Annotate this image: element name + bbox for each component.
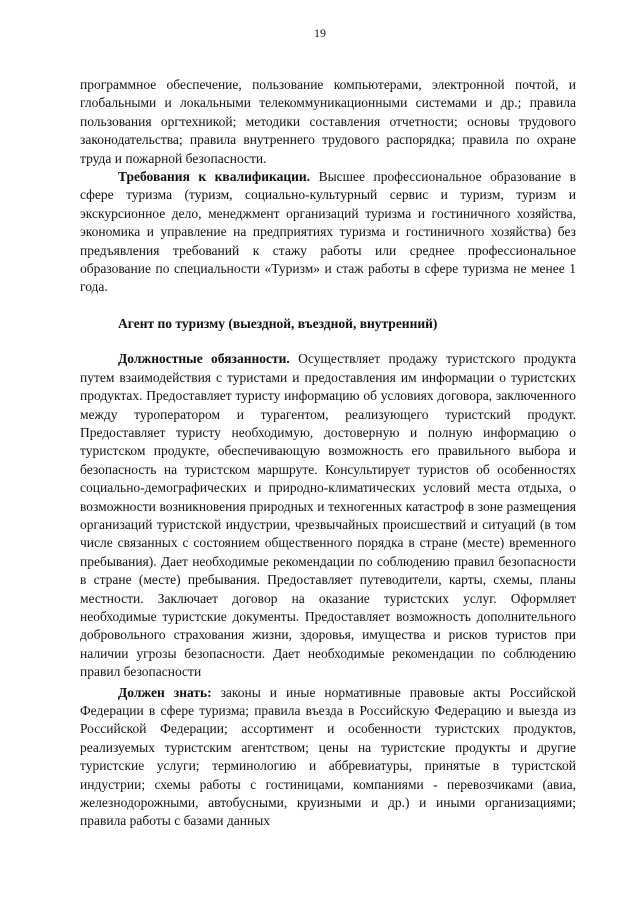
paragraph-body-qualification: Высшее профессиональное образование в сфере туризма (туризм, социально-культурный сервис и туризм, туризм и экскурсионное дело, менеджмент организаций туризма и гостиничного хозяйства, экономика и управление на предприятиях туризма и гостиничного хозяйства) без предъявления требований к стажу работы или среднее профессиональное образование по специальности «Туризм» и стаж работы в сфере туризма не менее 1 года. <box>80 169 576 295</box>
section-title: Агент по туризму (выездной, въездной, внутренний) <box>118 315 438 331</box>
page-number: 19 <box>314 26 326 40</box>
paragraph-continuation: программное обеспечение, пользование компьютерами, электронной почтой, и глобальными и локальными телекоммуникационными системами и др.; правила пользования оргтехникой; методики составления отчетности; основы трудового законодательства; правила внутреннего трудового распорядка; правила по охране труда и пожарной безопасности. <box>80 77 576 166</box>
paragraph-must-know <box>80 684 576 831</box>
paragraph-lead-must-know: Должен знать: <box>118 684 212 700</box>
document-body <box>80 76 576 831</box>
paragraph-duties <box>80 350 576 681</box>
paragraph-lead-qualification: Требования к квалификации. <box>118 169 311 185</box>
paragraph-lead-duties: Должностные обязанности. <box>118 351 290 367</box>
paragraph-qualification-requirements <box>80 168 576 297</box>
paragraph-body-must-know: законы и иные нормативные правовые акты Российской Федерации в сфере туризма; правила въезда в Российскую Федерацию и выезда из Российской Федерации; ассортимент и особенности туристских продуктов, реализуемых туристским агентством; цены на туристские продукты и другие туристские услуги; терминологию и аббревиатуры, принятые в туристской индустрии; схемы работы с гостиницами, компаниями - перевозчиками (авиа, железнодорожными, автобусными, круизными и др.) и иными организациями; правила работы с базами данных <box>80 684 576 829</box>
paragraph-body-duties: Осуществляет продажу туристского продукта путем взаимодействия с туристами и предоставления им информации о туристских продуктах. Предоставляет туристу информацию об условиях договора, заключенного между туроператором и турагентом, реализующего туристский продукт. Предоставляет туристу необходимую, достоверную и полную информацию о туристском продукте, обеспечивающую возможность его правильного выбора и безопасность на туристском маршруте. Консультирует туристов об особенностях социально-демографических и природно-климатических условий места отдыха, о возможности возникновения природных и техногенных катастроф в зоне размещения организаций туристской индустрии, чрезвычайных происшествий и ситуаций (в том числе связанных с состоянием общественного порядка в стране (месте) временного пребывания). Дает необходимые рекомендации по соблюдению правил безопасности в стране (месте) пребывания. Предоставляет путеводители, карты, схемы, планы местности. Заключает договор на оказание туристских услуг. Оформляет необходимые туристские документы. Предоставляет возможность дополнительного добровольного страхования жизни, здоровья, имущества и рисков туристов при наличии угрозы безопасности. Дает необходимые рекомендации по соблюдению правил безопасности <box>80 351 576 680</box>
